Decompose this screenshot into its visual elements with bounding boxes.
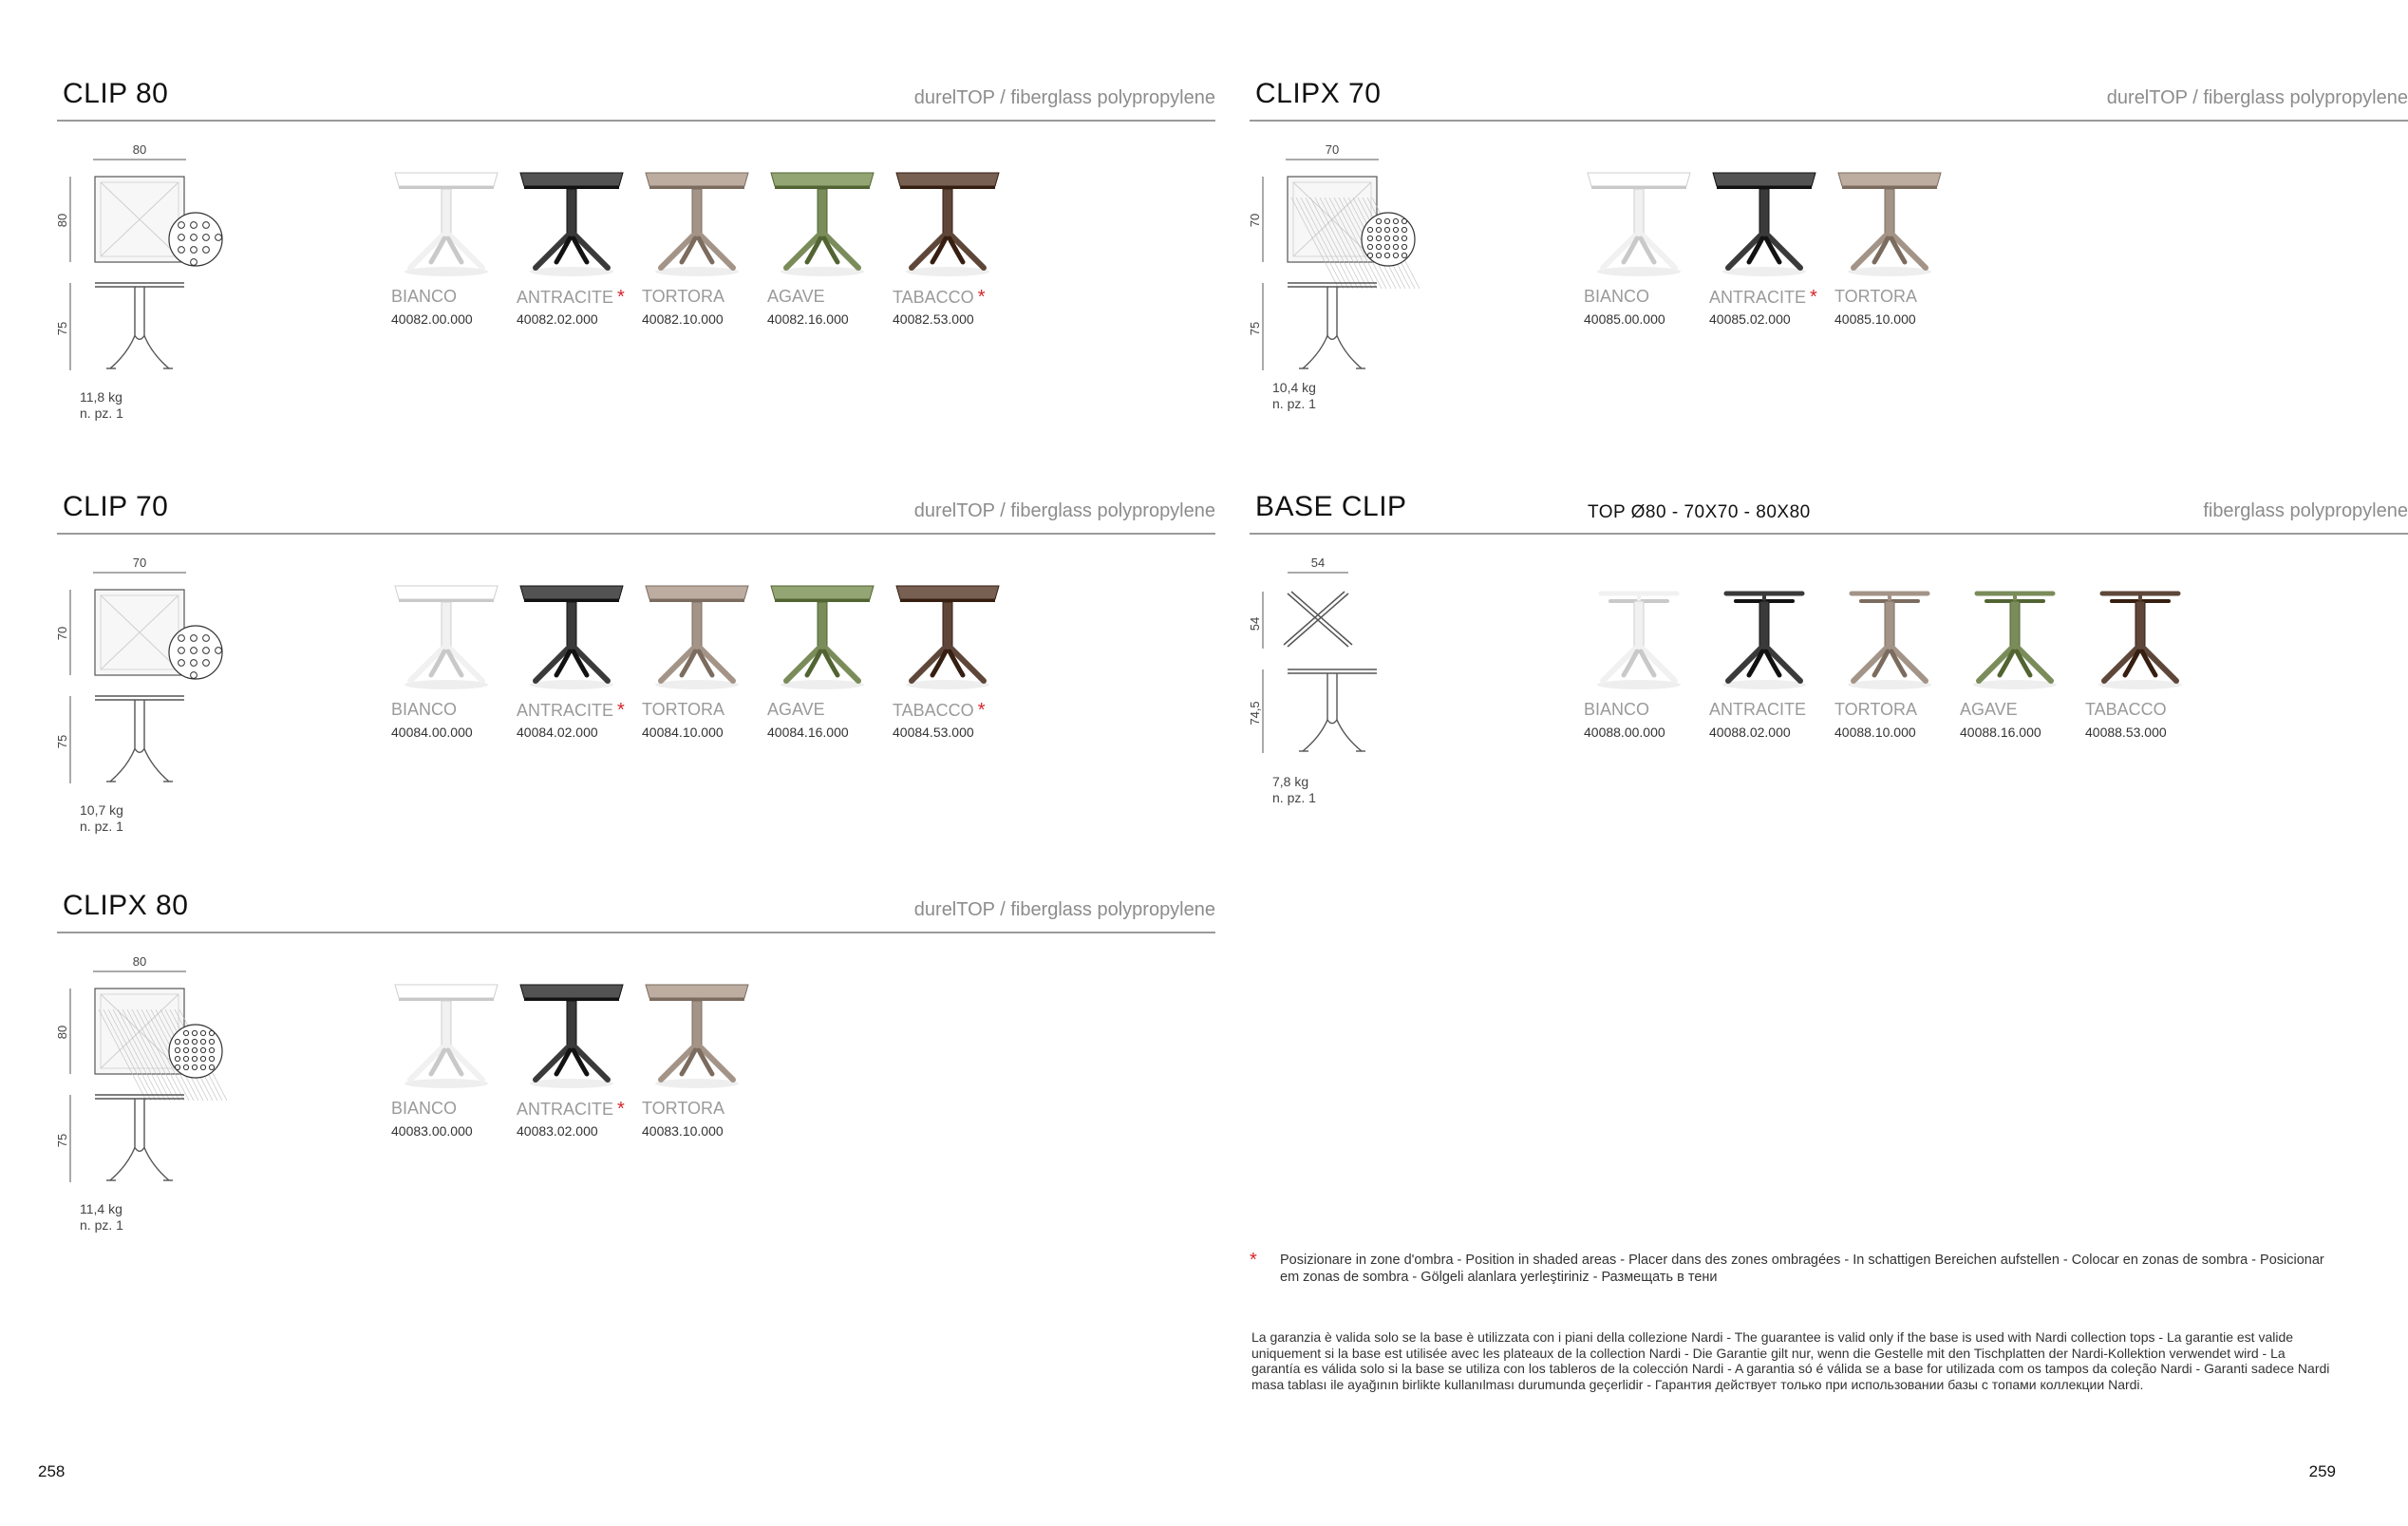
variant-color-label: ANTRACITE bbox=[1709, 288, 1807, 307]
shade-asterisk-icon: * bbox=[617, 287, 625, 308]
variant-color-label: TORTORA bbox=[642, 1099, 725, 1118]
variant-color-name bbox=[391, 287, 457, 307]
variant-color-label: BIANCO bbox=[391, 1099, 458, 1118]
variant-article-code: 40083.00.000 bbox=[391, 1123, 473, 1139]
variant-color-label: BIANCO bbox=[1584, 287, 1650, 306]
product-image bbox=[389, 167, 503, 279]
variant-article-code: 40084.53.000 bbox=[893, 725, 974, 740]
svg-text:74,5: 74,5 bbox=[1248, 701, 1262, 725]
svg-text:54: 54 bbox=[1248, 616, 1262, 631]
variant-color-name bbox=[1709, 287, 1817, 309]
variant-article-code: 40088.53.000 bbox=[2085, 725, 2167, 740]
section-tops: TOP Ø80 - 70X70 - 80X80 bbox=[1588, 502, 1811, 522]
variant-color-name bbox=[642, 1099, 724, 1119]
pieces-value: n. pz. 1 bbox=[80, 1217, 123, 1233]
variant-color-label: ANTRACITE bbox=[517, 1100, 614, 1119]
section-title: CLIP 70 bbox=[63, 491, 169, 522]
section-title: CLIP 80 bbox=[63, 78, 169, 109]
svg-text:80: 80 bbox=[55, 213, 69, 228]
dim-width: 54 bbox=[1310, 556, 1326, 570]
variant-color-name bbox=[642, 700, 724, 720]
variant-color-label: TORTORA bbox=[1834, 287, 1918, 306]
variant-color-label: BIANCO bbox=[391, 287, 458, 306]
section-material: durelTOP / fiberglass polypropylene bbox=[2106, 87, 2408, 108]
shade-asterisk-icon: * bbox=[977, 287, 986, 308]
weight-info bbox=[80, 1201, 123, 1234]
svg-text:80: 80 bbox=[55, 1025, 69, 1040]
pieces-value: n. pz. 1 bbox=[1272, 396, 1316, 411]
guarantee-text: La garanzia è valida solo se la base è utilizzata con i piani della collezione Nardi - The guarantee is valid only if the base is used with Nardi collection tops - La garantie est valide uniquement si la base est utilisée avec les plateaux de la collection Nardi - Die Garantie gilt nur, wenn die Gestelle mit den Tischplatten der Nardi-Kollektion verwendet wird - La garantía es válida solo si la base se utiliza con los tableros de la colección Nardi - A garantia só é válida se a base for utilizada com os tampos da coleção Nardi - Garanti sadece Nardi masa tablası ile ayağının birlikte kullanılması durumunda geçerlidir - Гарантия действует только при использовании базы с топами коллекции Nardi. bbox=[1251, 1329, 2330, 1392]
product-image bbox=[389, 979, 503, 1091]
variant-article-code: 40084.16.000 bbox=[767, 725, 849, 740]
variant-article-code: 40088.16.000 bbox=[1960, 725, 2041, 740]
technical-drawing bbox=[57, 533, 247, 837]
svg-text:70: 70 bbox=[1248, 213, 1262, 228]
technical-drawing bbox=[57, 932, 247, 1235]
variant-color-label: TORTORA bbox=[642, 700, 725, 719]
variant-color-label: ANTRACITE bbox=[1709, 700, 1807, 719]
variant-color-name bbox=[893, 287, 985, 309]
pieces-value: n. pz. 1 bbox=[80, 819, 123, 834]
product-image bbox=[1833, 580, 1947, 692]
svg-text:70: 70 bbox=[1325, 142, 1340, 157]
page-number-left: 258 bbox=[38, 1462, 66, 1480]
variant-color-name bbox=[517, 287, 625, 309]
variant-color-name bbox=[1709, 700, 1806, 720]
variant-color-name bbox=[1834, 287, 1917, 307]
svg-text:80: 80 bbox=[132, 954, 147, 969]
product-image bbox=[1707, 167, 1821, 279]
shade-asterisk-icon: * bbox=[617, 700, 625, 721]
variant-article-code: 40083.10.000 bbox=[642, 1123, 724, 1139]
weight-value: 7,8 kg bbox=[1272, 774, 1309, 789]
variant-article-code: 40088.00.000 bbox=[1584, 725, 1665, 740]
product-image bbox=[1582, 580, 1696, 692]
section-material: durelTOP / fiberglass polypropylene bbox=[913, 899, 1215, 920]
product-image bbox=[765, 167, 879, 279]
variant-color-name bbox=[517, 1099, 625, 1121]
variant-article-code: 40088.02.000 bbox=[1709, 725, 1791, 740]
product-image bbox=[515, 979, 629, 1091]
shade-asterisk-icon: * bbox=[977, 700, 986, 721]
product-image bbox=[515, 580, 629, 692]
svg-text:80: 80 bbox=[132, 142, 147, 157]
section-header bbox=[57, 489, 1215, 535]
weight-info bbox=[1272, 774, 1316, 806]
weight-info bbox=[80, 802, 123, 835]
variant-color-name bbox=[642, 287, 724, 307]
variant-color-label: AGAVE bbox=[1960, 700, 2018, 719]
section-clip-70 bbox=[57, 489, 1215, 888]
product-image bbox=[1707, 580, 1821, 692]
variant-color-label: ANTRACITE bbox=[517, 701, 614, 720]
variant-color-label: TABACCO bbox=[2085, 700, 2167, 719]
svg-text:75: 75 bbox=[55, 321, 69, 336]
section-clipx-70 bbox=[1250, 76, 2408, 475]
section-base-clip bbox=[1250, 489, 2408, 888]
product-image bbox=[891, 167, 1005, 279]
variant-color-name bbox=[391, 700, 457, 720]
variant-color-label: TABACCO bbox=[893, 288, 974, 307]
weight-info bbox=[1272, 380, 1316, 412]
svg-text:70: 70 bbox=[55, 626, 69, 641]
variant-article-code: 40082.00.000 bbox=[391, 311, 473, 327]
variant-article-code: 40083.02.000 bbox=[517, 1123, 598, 1139]
product-image bbox=[1958, 580, 2072, 692]
weight-value: 11,8 kg bbox=[80, 389, 122, 405]
product-image bbox=[515, 167, 629, 279]
product-image bbox=[2083, 580, 2197, 692]
variant-article-code: 40082.02.000 bbox=[517, 311, 598, 327]
variant-color-name bbox=[1834, 700, 1917, 720]
product-image bbox=[640, 580, 754, 692]
section-header bbox=[1250, 489, 2408, 535]
variant-article-code: 40085.00.000 bbox=[1584, 311, 1665, 327]
section-header bbox=[57, 76, 1215, 122]
section-clip-80 bbox=[57, 76, 1215, 475]
variant-color-label: AGAVE bbox=[767, 287, 825, 306]
variant-article-code: 40082.16.000 bbox=[767, 311, 849, 327]
section-title: CLIPX 70 bbox=[1255, 78, 1382, 109]
product-image bbox=[640, 167, 754, 279]
variant-color-label: BIANCO bbox=[1584, 700, 1650, 719]
variant-article-code: 40082.10.000 bbox=[642, 311, 724, 327]
svg-text:75: 75 bbox=[55, 1133, 69, 1148]
variant-color-name bbox=[767, 287, 825, 307]
technical-drawing bbox=[57, 120, 247, 424]
svg-text:70: 70 bbox=[132, 556, 147, 570]
section-header bbox=[1250, 76, 2408, 122]
technical-drawing bbox=[1250, 120, 1439, 424]
variant-color-label: TORTORA bbox=[1834, 700, 1918, 719]
pieces-value: n. pz. 1 bbox=[80, 405, 123, 421]
variant-article-code: 40088.10.000 bbox=[1834, 725, 1916, 740]
variant-article-code: 40085.10.000 bbox=[1834, 311, 1916, 327]
section-clipx-80 bbox=[57, 888, 1215, 1287]
product-image bbox=[389, 580, 503, 692]
variant-article-code: 40084.00.000 bbox=[391, 725, 473, 740]
weight-info bbox=[80, 389, 123, 422]
variant-color-name bbox=[767, 700, 825, 720]
page-number-right: 259 bbox=[2308, 1462, 2336, 1480]
variant-color-name bbox=[391, 1099, 457, 1119]
pieces-value: n. pz. 1 bbox=[1272, 790, 1316, 805]
variant-color-label: ANTRACITE bbox=[517, 288, 614, 307]
weight-value: 10,7 kg bbox=[80, 802, 123, 818]
variant-color-name bbox=[2085, 700, 2167, 720]
variant-article-code: 40085.02.000 bbox=[1709, 311, 1791, 327]
variant-color-label: TORTORA bbox=[642, 287, 725, 306]
section-material: durelTOP / fiberglass polypropylene bbox=[913, 87, 1215, 108]
variant-color-name bbox=[1584, 287, 1649, 307]
section-title: BASE CLIP bbox=[1255, 491, 1407, 522]
section-title: CLIPX 80 bbox=[63, 890, 189, 921]
variant-color-label: AGAVE bbox=[767, 700, 825, 719]
variant-color-name bbox=[893, 700, 985, 722]
svg-text:75: 75 bbox=[1248, 321, 1262, 336]
product-image bbox=[640, 979, 754, 1091]
weight-value: 10,4 kg bbox=[1272, 380, 1316, 395]
svg-text:75: 75 bbox=[55, 734, 69, 749]
variant-color-name bbox=[517, 700, 625, 722]
variant-article-code: 40082.53.000 bbox=[893, 311, 974, 327]
shade-asterisk-icon: * bbox=[617, 1099, 625, 1120]
section-material: fiberglass polypropylene bbox=[2203, 500, 2408, 521]
product-image bbox=[1582, 167, 1696, 279]
variant-color-label: BIANCO bbox=[391, 700, 458, 719]
footnote-text: Posizionare in zone d'ombra - Position in shaded areas - Placer dans des zones ombragées - In schattigen Bereichen aufstellen - Colocar en zonas de sombra - Posicionar em zonas de sombra - Gölgeli alanlara yerleştiriniz - Размещать в тени bbox=[1280, 1253, 2324, 1285]
footnote-asterisk: * bbox=[1250, 1250, 1257, 1271]
product-image bbox=[891, 580, 1005, 692]
variant-color-label: TABACCO bbox=[893, 701, 974, 720]
section-material: durelTOP / fiberglass polypropylene bbox=[913, 500, 1215, 521]
product-image bbox=[765, 580, 879, 692]
section-header bbox=[57, 888, 1215, 933]
weight-value: 11,4 kg bbox=[80, 1201, 122, 1216]
variant-color-name bbox=[1584, 700, 1649, 720]
shade-asterisk-icon: * bbox=[1810, 287, 1817, 308]
variant-color-name bbox=[1960, 700, 2018, 720]
product-image bbox=[1833, 167, 1947, 279]
variant-article-code: 40084.02.000 bbox=[517, 725, 598, 740]
variant-article-code: 40084.10.000 bbox=[642, 725, 724, 740]
